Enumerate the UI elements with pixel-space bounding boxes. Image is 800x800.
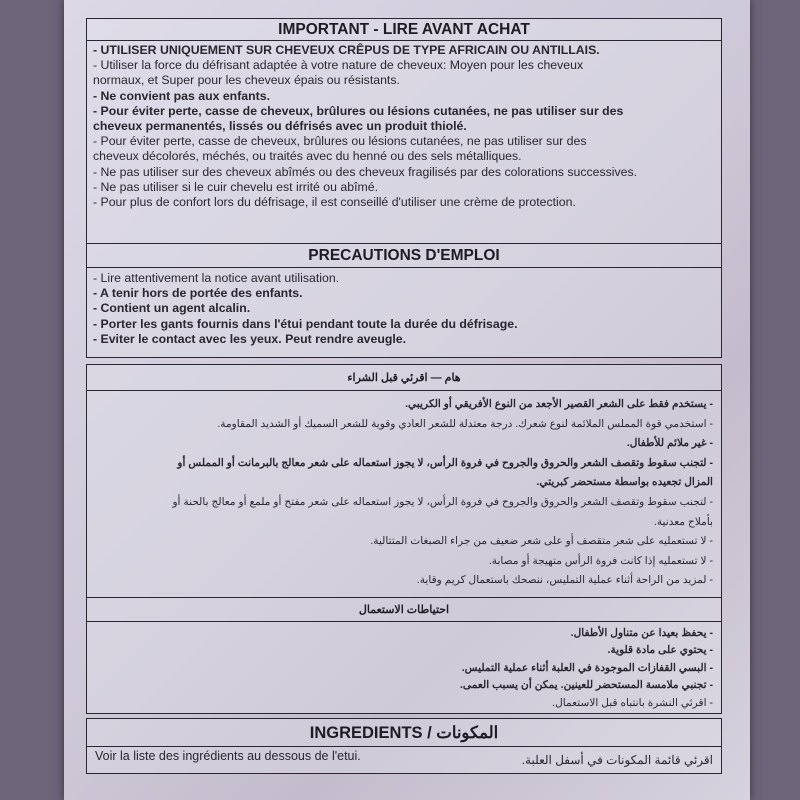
- important-ar-line: - يستخدم فقط على الشعر القصير الأجعد من النوع الأفريقي أو الكريبي.: [405, 398, 713, 410]
- precautions-title: PRECAUTIONS D'EMPLOI: [87, 244, 721, 268]
- ingredients-ar-text: اقرئي قائمة المكونات في أسفل العلبة.: [521, 753, 713, 767]
- important-list: [87, 41, 721, 210]
- precaution-ar-line: - البسي القفازات الموجودة في العلبة أثناء عملية التمليس.: [461, 661, 713, 674]
- precaution-line: - Contient un agent alcalin.: [93, 301, 251, 316]
- important-ar-line: المزال تجعيده بواسطة مستحضر كبريتي.: [536, 476, 713, 489]
- precaution-ar-line: - تجنبي ملامسة المستحضر للعينين. يمكن أن يسبب العمى.: [459, 679, 713, 692]
- important-line: cheveux permanentés, lissés ou défrisés avec un produit thiolé.: [93, 119, 467, 134]
- important-title: IMPORTANT - LIRE AVANT ACHAT: [87, 19, 721, 41]
- important-line: - Pour éviter perte, casse de cheveux, brûlures ou lésions cutanées, ne pas utiliser sur des: [93, 134, 587, 149]
- precaution-ar-line: - اقرئي النشرة بانتباه قبل الاستعمال.: [552, 696, 713, 709]
- important-line: - Ne convient pas aux enfants.: [93, 88, 270, 103]
- important-line: - Pour éviter perte, casse de cheveux, brûlures ou lésions cutanées, ne pas utiliser sur des: [93, 103, 624, 118]
- important-ar-line: - لا تستعمليه على شعر متقصف أو على شعر ضعيف من جراء الصبغات المتتالية.: [370, 535, 713, 548]
- important-section: [86, 18, 722, 244]
- ingredients-fr-text: Voir la liste des ingrédients au dessous de l'etui.: [95, 749, 361, 763]
- important-line: cheveux décolorés, méchés, ou traités avec du henné ou des sels métalliques.: [93, 149, 522, 164]
- important-ar-line: - استخدمي قوة المملس الملائمة لنوع شعرك. درجة معتدلة للشعر العادي وقوية للشعر السميك أو الشديد المقاومة.: [217, 417, 713, 430]
- precaution-ar-line: - يحتوي على مادة قلوية.: [607, 644, 713, 657]
- important-ar-line: - لتجنب سقوط وتقصف الشعر والحروق والجروح في فروة الرأس، لا يجوز استعماله على شعر مفتح أو ملمع أو معالج بالحنة أو: [172, 495, 713, 508]
- important-line: - Ne pas utiliser sur des cheveux abîmés ou des cheveux fragilisés par des colorations successives.: [93, 164, 638, 179]
- precaution-line: - Porter les gants fournis dans l'étui pendant toute la durée du défrisage.: [93, 316, 518, 331]
- important-ar-title: هام — اقرئي قبل الشراء: [87, 365, 721, 391]
- important-ar-line: - غير ملائم للأطفال.: [626, 437, 713, 450]
- important-line: - UTILISER UNIQUEMENT SUR CHEVEUX CRÊPUS DE TYPE AFRICAIN OU ANTILLAIS.: [93, 43, 600, 57]
- important-ar-list: [87, 391, 721, 591]
- precautions-section: [86, 244, 722, 358]
- important-ar-line: - لمزيد من الراحة أثناء عملية التمليس، ننصحك باستعمال كريم وقاية.: [416, 574, 713, 587]
- ingredients-title: INGREDIENTS / المكونات: [87, 719, 721, 747]
- precaution-ar-line: - يحفظ بعيدا عن متناول الأطفال.: [570, 627, 713, 639]
- precautions-ar-title: احتياطات الاستعمال: [87, 598, 721, 622]
- important-ar-line: بأملاح معدنية.: [653, 515, 713, 528]
- important-ar-section: [86, 364, 722, 598]
- important-line: normaux, et Super pour les cheveux épais ou résistants.: [93, 73, 400, 88]
- important-line: - Pour plus de confort lors du défrisage, il est conseillé d'utiliser une crème de protection.: [93, 195, 576, 210]
- important-line: - Ne pas utiliser si le cuir chevelu est irrité ou abîmé.: [93, 179, 378, 194]
- ingredients-section: [86, 718, 722, 774]
- precaution-line: - A tenir hors de portée des enfants.: [93, 286, 303, 301]
- precautions-ar-list: [87, 622, 721, 712]
- precautions-ar-section: [86, 598, 722, 714]
- important-ar-line: - لا تستعمليه إذا كانت فروة الرأس متهيجة أو مصابة.: [488, 554, 713, 567]
- important-ar-line: - لتجنب سقوط وتقصف الشعر والحروق والجروح في فروة الرأس، لا يجوز استعماله على شعر معالج بالبرمانت أو المملس أو: [177, 456, 713, 469]
- important-line: - Utiliser la force du défrisant adaptée à votre nature de cheveux: Moyen pour les cheveux: [93, 58, 584, 73]
- precautions-list: [87, 268, 721, 347]
- precaution-line: - Lire attentivement la notice avant utilisation.: [93, 271, 340, 285]
- precaution-line: - Eviter le contact avec les yeux. Peut rendre aveugle.: [93, 331, 407, 346]
